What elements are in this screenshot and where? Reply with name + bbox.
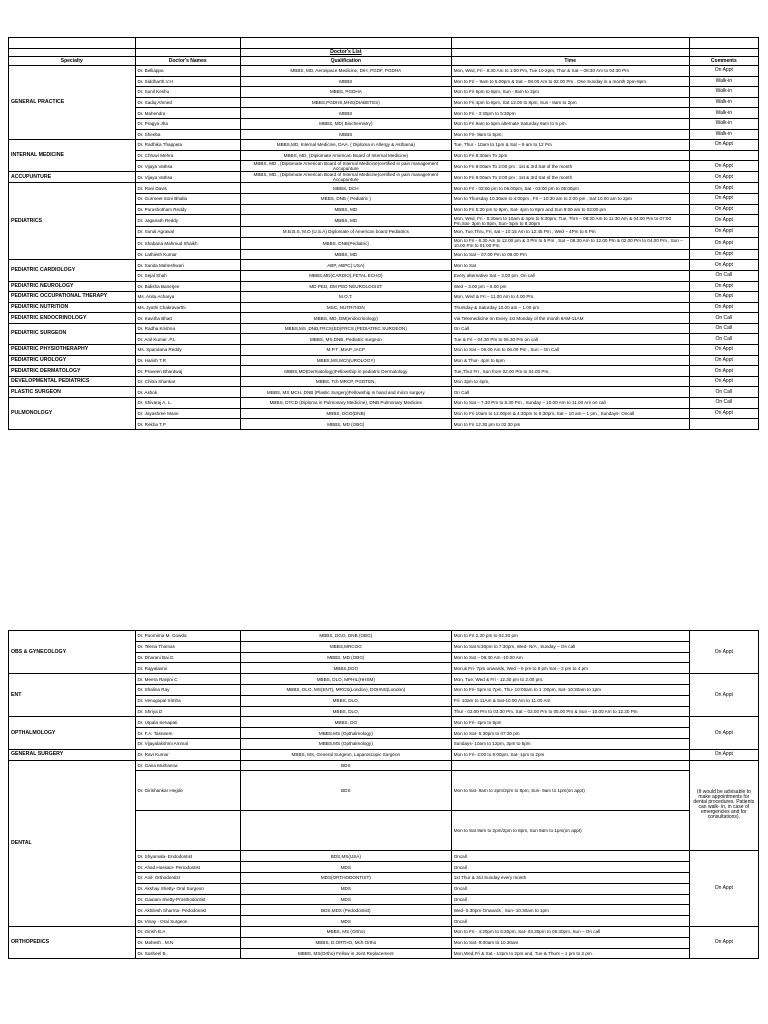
comments-cell: On Call bbox=[689, 313, 758, 324]
time-cell: On Call bbox=[451, 387, 689, 398]
table-row bbox=[9, 398, 759, 409]
comments-cell: On Appt bbox=[689, 292, 758, 303]
doctor-name: Dr. Utpala Senapati bbox=[135, 717, 240, 728]
specialty-cell: PEDIATRIC SURGEON bbox=[9, 323, 136, 344]
time-cell: Wed – 3.00 pm – 5.00 pm bbox=[451, 281, 689, 292]
time-cell: Mon, Tue,Thru, Fri, sat – 10:15 Am to 12:45 Pm , Wed – 4Pm to 6 Pm bbox=[451, 227, 689, 238]
time-cell: Mon to Fri- 4pm to 5pm bbox=[451, 717, 689, 728]
qualification-cell: MBBS, Tch MRCP, PGDTEN, bbox=[240, 376, 451, 387]
comments-cell: On Appt bbox=[689, 260, 758, 271]
comments-cell: On Appt bbox=[689, 302, 758, 313]
time-cell: Mon to Fri 6pm to 8pm, Sun - 9am to 2pm bbox=[451, 87, 689, 98]
doctor-name: Dr. Mahesh . M.N bbox=[135, 937, 240, 948]
time-cell: Mon to Fri - 3:30pm to 5:30pm bbox=[451, 108, 689, 119]
header-qualification: Qualification bbox=[240, 57, 451, 66]
doctor-name: Dr. Akhilesh Sharma- Pedodontist bbox=[135, 905, 240, 916]
qualification-cell: MBBS,MS (Opthalmology) bbox=[240, 738, 451, 749]
doctor-name: Dr. Girish B.A bbox=[135, 926, 240, 937]
doctor-name: Dr. Sheeba bbox=[135, 129, 240, 140]
doctor-name: Dr. Ravi Kumar bbox=[135, 749, 240, 760]
table-row bbox=[9, 387, 759, 398]
table-row bbox=[9, 366, 759, 377]
time-cell: Tue,Thur Fri , Sun from 02.00 Pm to 04.00 Pm, bbox=[451, 366, 689, 377]
comments-cell: Walk-in bbox=[689, 97, 758, 108]
specialty-cell: OPTHALMOLOGY bbox=[9, 717, 136, 749]
time-cell: Oncall bbox=[451, 916, 689, 927]
time-cell: Mon 2pm to 4pm, bbox=[451, 376, 689, 387]
qualification-cell: BDS,MS(USA) bbox=[240, 851, 451, 862]
specialty-cell: PEDIATRIC ENDOCRINOLOGY bbox=[9, 313, 136, 324]
qualification-cell: MBBS, DGO(DNB) bbox=[240, 408, 451, 419]
table-row bbox=[9, 926, 759, 937]
qualification-cell: MBBS, DCH bbox=[240, 183, 451, 194]
doctor-name bbox=[135, 811, 240, 851]
doctor-name: Dr. Vinay - Oral Surgeon bbox=[135, 916, 240, 927]
qualification-cell: MBBS, DLO, bbox=[240, 695, 451, 706]
table-row bbox=[9, 66, 759, 77]
doctor-name: Dr. Shabana Mahmud Shaikh bbox=[135, 237, 240, 249]
time-cell: Mon to Sat 9am to 2pm/2pm to 8pm, Sun 9am to 1pm(on appt) bbox=[451, 811, 689, 851]
comments-cell: On Appt bbox=[689, 355, 758, 366]
blank-cell bbox=[9, 38, 136, 49]
time-cell: Mon to Fri 2.30 pm to 04.30 pm bbox=[451, 631, 689, 642]
time-cell: Mon to Fri 10am to 12.00pm & 4:30pm to 5:30pm, Sat – 10 am – 1 pm , Sundays- Oncall bbox=[451, 408, 689, 419]
doctor-name: Dr. Gurmeet Soni Bhalla bbox=[135, 193, 240, 204]
qualification-cell: MBBS, DTCD (Diploma in Pulmonary Medicine), DNB Pulmonary Medicine bbox=[240, 398, 451, 409]
time-cell: Mon to Fri - 03:00 pm to 06.00pm, Sat - 03:00 pm to 05:00pm bbox=[451, 183, 689, 194]
qualification-cell: MBBS,MS,MCh(UROLOGY) bbox=[240, 355, 451, 366]
qualification-cell: MBBS bbox=[240, 108, 451, 119]
blank-cell bbox=[135, 49, 240, 57]
qualification-cell: MBBS, MD, DM(endocrinology) bbox=[240, 313, 451, 324]
comments-cell: On Appt bbox=[689, 345, 758, 356]
qualification-cell: MBBS, DGO, DNB (OBG) bbox=[240, 631, 451, 642]
table-row bbox=[9, 355, 759, 366]
doctor-name: Dr. Shyamala- Endodontist bbox=[135, 851, 240, 862]
blank-cell bbox=[135, 38, 240, 49]
qualification-cell: MBBS, MD (OBG) bbox=[240, 419, 451, 430]
dental-note: (It would be advisable to make appointments for dental procedures. Patients can walk- in, in case of emergencies and for consultations). bbox=[689, 760, 758, 851]
table-row bbox=[9, 292, 759, 303]
time-cell: Mon to Fri - 4:20pm to 5:30pm, Sat- 03.30pm to 05.30pm, Sun – On call bbox=[451, 926, 689, 937]
time-cell: Oncall bbox=[451, 883, 689, 894]
doctor-name: Dr. Mahendra bbox=[135, 108, 240, 119]
comments-cell: On Appt bbox=[689, 161, 758, 172]
qualification-cell: MBBS,MRCOG bbox=[240, 641, 451, 652]
specialty-cell: ORTHOPEDICS bbox=[9, 926, 136, 958]
blank-cell bbox=[451, 49, 689, 57]
header-names: Doctor's Names bbox=[135, 57, 240, 66]
comments-cell: On Appt bbox=[689, 851, 758, 927]
time-cell: Mon,Wed,Fri & Sat - 12pm to 2pm and, Tue & Thurs – 1 pm to 2 pm . bbox=[451, 948, 689, 959]
doctor-name: Dr. Ashok bbox=[135, 387, 240, 398]
qualification-cell: ABP, ABPC( USA) bbox=[240, 260, 451, 271]
time-cell: Mon to Sat- 9:00am to 10.30am bbox=[451, 937, 689, 948]
blank-cell bbox=[240, 38, 451, 49]
qualification-cell: MDS bbox=[240, 862, 451, 873]
qualification-cell: BDS,MDS (Pedodontist) bbox=[240, 905, 451, 916]
comments-cell: On Appt bbox=[689, 717, 758, 749]
time-cell bbox=[451, 760, 689, 771]
time-cell: Mon to Fri 8:00am To 2:00 pm : 1st & 3rd Sat of the month bbox=[451, 172, 689, 183]
time-cell: Tue, Thur - 10am to 1pm & Sat – 9 am to 12 Pm bbox=[451, 140, 689, 151]
qualification-cell: MBBS, MD (OBG) bbox=[240, 652, 451, 663]
specialty-cell: PLASTIC SURGEON bbox=[9, 387, 136, 398]
time-cell: Mon to Fri- 9am to 5pm; bbox=[451, 129, 689, 140]
qualification-cell: MBBS, MD., (Diplomate American Board of Internal Medicine)certified in pain management Accupunture bbox=[240, 161, 451, 172]
qualification-cell: MBBS,MD(CARDIO),FETAL ECHO) bbox=[240, 270, 451, 281]
specialty-cell: ACCUPUNTURE bbox=[9, 172, 136, 183]
doctor-name: Dr. Rajyalaxmi bbox=[135, 663, 240, 674]
time-cell: Wed- 5.30pm Onwards , Sun- 10.30am to 1pm bbox=[451, 905, 689, 916]
doctor-name: Dr. Lathiesh Kumar bbox=[135, 249, 240, 260]
time-cell: Mon, Wed, Fri - 8:30am to 10am & 4pm to 5:30pm, Tue, Thrs – 08:30 Am to 11:30 Am & 04:00 Pm to 07:00 Pm,Sat- 3pm to 8pm, Sun- 5pm to 8.30pm bbox=[451, 215, 689, 227]
doctor-name: Dr. Vijaya Vathsa bbox=[135, 161, 240, 172]
qualification-cell: MBBS,MS ,DNB,FRCS(ED)FRCS (PEDIATRIC SURGEON) bbox=[240, 323, 451, 334]
comments-cell: On Appt bbox=[689, 674, 758, 717]
specialty-cell: GENERAL SURGERY bbox=[9, 749, 136, 760]
time-cell: Mon to Fri – 9am to 5.00pm & Sat – 08.00 Am to 02.00 Pm . One Sunday in a month 2pm-8pm. bbox=[451, 76, 689, 87]
qualification-cell: MBBS,MD, Internal Medicine, DAA. ( Diploma in Allergy & Asthama) bbox=[240, 140, 451, 151]
document-title: Doctor's List bbox=[240, 49, 451, 57]
qualification-cell: MBBS, MD bbox=[240, 249, 451, 260]
qualification-cell: MBBS bbox=[240, 129, 451, 140]
doctor-name: Dr. Girishankar Hegde bbox=[135, 771, 240, 811]
doctor-name: Dr. Sadiq Ahmed bbox=[135, 97, 240, 108]
doctor-name: Dr. Sunil Keshu bbox=[135, 87, 240, 98]
table-row bbox=[9, 281, 759, 292]
doctor-name: Dr. Rani Davis bbox=[135, 183, 240, 194]
doctor-name: Dr. Dharani Bai.G bbox=[135, 652, 240, 663]
header-specialty: Specialty bbox=[9, 57, 136, 66]
specialty-cell: PEDIATRIC DERMATOLOGY bbox=[9, 366, 136, 377]
time-cell: Mon to Sat – 08.30 Am -10.00 Am bbox=[451, 652, 689, 663]
specialty-cell: INTERNAL MEDICINE bbox=[9, 140, 136, 172]
qualification-cell: MBBS, MS MCH.,DNB (Plastic Surgery)Fellowship in hand and micro surgery bbox=[240, 387, 451, 398]
qualification-cell: M.B.B.S, M.D (U.S.A) Diplomate of American board Pediatrics bbox=[240, 227, 451, 238]
doctor-name: Dr. F.A. Tasneem bbox=[135, 728, 240, 739]
time-cell: Mon, Wed, Fri - 8:30 Am to 1:00 Pm, Tue 10-2pm, Thur & Sat – 08:30 Am to 04:30 Pm bbox=[451, 66, 689, 77]
doctor-name: Ms. Jyothi Chakravarthi bbox=[135, 302, 240, 313]
doctor-name: Dr. Vijayalakshmi Ammal bbox=[135, 738, 240, 749]
table-row bbox=[9, 631, 759, 642]
comments-cell: Walk-in bbox=[689, 129, 758, 140]
time-cell: Mon to Sat bbox=[451, 260, 689, 271]
time-cell: Every alternative Sat – 3.00 pm. On call bbox=[451, 270, 689, 281]
table-row bbox=[9, 260, 759, 271]
doctor-name: Dr. Purushotham Reddy bbox=[135, 204, 240, 215]
qualification-cell: MDS bbox=[240, 894, 451, 905]
comments-cell: On Appt bbox=[689, 408, 758, 419]
doctors-table-2 bbox=[8, 630, 759, 959]
time-cell: Mon to Sat – 09.00 Am to 06.00 Pm , Sun – On Call bbox=[451, 345, 689, 356]
time-cell: Mon to Sat- 5:30pm to 07:30 pm bbox=[451, 728, 689, 739]
doctor-name: Dr. Gana Muthanna bbox=[135, 760, 240, 771]
qualification-cell: MBBS, MS(Ortho) Fellow in Joint Replacement bbox=[240, 948, 451, 959]
qualification-cell: MBBS, MD bbox=[240, 204, 451, 215]
doctor-name: Dr. Jaganath Reddy bbox=[135, 215, 240, 227]
time-cell: Sundays- 10am to 12pm, 3pm to 5pm bbox=[451, 738, 689, 749]
comments-cell: On Appt bbox=[689, 926, 758, 958]
time-cell: Mon to Fri 8:00am To 2:00 pm : 1st & 3rd Sat of the month bbox=[451, 161, 689, 172]
comments-cell: On Appt bbox=[689, 215, 758, 227]
comments-cell: On Appt bbox=[689, 376, 758, 387]
table-row bbox=[9, 717, 759, 728]
blank-cell bbox=[451, 38, 689, 49]
doctor-name: Dr. Gautam shetty-Prosthodontist bbox=[135, 894, 240, 905]
doctor-name: Dr. Siddharth.V.H bbox=[135, 76, 240, 87]
qualification-cell bbox=[240, 811, 451, 851]
doctor-name: Dr. Venugopal Simha bbox=[135, 695, 240, 706]
comments-cell: On Appt bbox=[689, 140, 758, 151]
header-time: Time bbox=[451, 57, 689, 66]
qualification-cell: MBBS, MS (Ortho) bbox=[240, 926, 451, 937]
qualification-cell: MBBS, D.ORTHO, Mch Ortho bbox=[240, 937, 451, 948]
qualification-cell: MBBS, MS, General Surgeon, Laparoscopic Surgeon bbox=[240, 749, 451, 760]
time-cell: Thur - 02.00 Pm to 03.30 Pm, Sat – 02.00 Pm to 05.00 Pm & Sun – 10.00 Am to 12.30 Pm bbox=[451, 706, 689, 717]
table-row bbox=[9, 345, 759, 356]
time-cell: Mon to Fri - 8.30 Am to 12.00 pm & 3 Pm to 5 Pm , Sat – 08.30 Am to 12.00 Pm & 02.00 Pm to 04.00 Pm , Sun – 10.00 Pm to 01.00 Pm bbox=[451, 237, 689, 249]
table-row bbox=[9, 674, 759, 685]
comments-cell bbox=[689, 150, 758, 161]
comments-cell: Walk-in bbox=[689, 118, 758, 129]
time-cell: Mon to Fri 4pm to 8pm, Sat 12.00 to 8pm, Sun - 8am to 2pm bbox=[451, 97, 689, 108]
qualification-cell: MDS bbox=[240, 883, 451, 894]
time-cell: Tue & Fri – 04.30 Pm to 05.30 Pm on call bbox=[451, 334, 689, 345]
blank-cell bbox=[689, 38, 758, 49]
qualification-cell: MBBS, DLO, MPHIL(HHSM) bbox=[240, 674, 451, 685]
doctor-name: Dr. Poornima M. Gowda bbox=[135, 631, 240, 642]
specialty-cell: PULMONOLOGY bbox=[9, 398, 136, 430]
doctor-name: Dr. Shivaraj A. L. bbox=[135, 398, 240, 409]
comments-cell: Walk-in bbox=[689, 87, 758, 98]
specialty-cell: OBS & GYNECOLOGY bbox=[9, 631, 136, 674]
table-row bbox=[9, 749, 759, 760]
specialty-cell: PEDIATRIC UROLOGY bbox=[9, 355, 136, 366]
qualification-cell: MBBS,PGDHS,MHS(DIABETES) bbox=[240, 97, 451, 108]
qualification-cell: MDS bbox=[240, 916, 451, 927]
doctor-name: Dr. Rekha T.P bbox=[135, 419, 240, 430]
comments-cell: On Appt bbox=[689, 631, 758, 674]
comments-cell: On Call bbox=[689, 270, 758, 281]
qualification-cell: MBBS, MD, (Diplomate American Board of Internal Medicine) bbox=[240, 150, 451, 161]
comments-cell: On Appt bbox=[689, 193, 758, 204]
blank-cell bbox=[689, 49, 758, 57]
qualification-cell: MBBS,MD(Dermatology)Fellowship in pediatric Dermatology bbox=[240, 366, 451, 377]
time-cell: Oncall bbox=[451, 894, 689, 905]
time-cell: Mon to Sat- 9am to 2pm/2pm to 8pm, Sun- 9am to 1pm(on appt) bbox=[451, 771, 689, 811]
qualification-cell: M.P.T ,MIAP ,IACP bbox=[240, 345, 451, 356]
specialty-cell: PEDIATRICS bbox=[9, 183, 136, 260]
doctor-name: Dr. Bidisha Banerjee bbox=[135, 281, 240, 292]
time-cell: Mon to Sat 5:30pm to 7:30pm, Wed- N/A , Sunday – On call bbox=[451, 641, 689, 652]
time-cell: Mon to Fri- 5pm to 7pm, Thu- 10:00am to 1 :00pm, Sat- 10:30am to 1pm bbox=[451, 684, 689, 695]
doctor-name: Dr. Belliappa bbox=[135, 66, 240, 77]
table-row bbox=[9, 183, 759, 194]
doctor-name: Dr. Susheel B. bbox=[135, 948, 240, 959]
doctor-name: Dr. Pragya Jha bbox=[135, 118, 240, 129]
doctor-name: Dr. Anil- Orthodontist bbox=[135, 872, 240, 883]
specialty-cell: PEDIATRIC OCCUPATIONAL THERAPY bbox=[9, 292, 136, 303]
comments-cell: On Appt bbox=[689, 172, 758, 183]
time-cell: Fri- 10am to 11Am & Sat-10.00 Am to 11.00 Am bbox=[451, 695, 689, 706]
qualification-cell: MBBS,MS (Opthalmology) bbox=[240, 728, 451, 739]
doctor-name: Dr. Meera Ranjini C bbox=[135, 674, 240, 685]
qualification-cell: MBBS, DO bbox=[240, 717, 451, 728]
time-cell: Mon to Fri- 4:00 to 5:00pm, Sat- 1pm to 2pm bbox=[451, 749, 689, 760]
time-cell: Oncall bbox=[451, 862, 689, 873]
comments-cell: On Appt bbox=[689, 204, 758, 215]
qualification-cell: MBBS, MD, Aerospace Medicine, DIH, PGDF, PGDHA bbox=[240, 66, 451, 77]
doctor-name: Ms. Spandana Reddy bbox=[135, 345, 240, 356]
specialty-cell: PEDIATRIC NEUROLOGY bbox=[9, 281, 136, 292]
comments-cell bbox=[689, 419, 758, 430]
blank-cell bbox=[9, 49, 136, 57]
doctor-name: Dr. Sonal Agrawal bbox=[135, 227, 240, 238]
comments-cell: On Call bbox=[689, 398, 758, 409]
doctor-name: Dr. Sejal Shah bbox=[135, 270, 240, 281]
comments-cell: On Appt bbox=[689, 249, 758, 260]
qualification-cell: MBBS, DLO, bbox=[240, 706, 451, 717]
doctor-name: Dr. Harish T.R bbox=[135, 355, 240, 366]
time-cell: Mon & Thur- 4pm to 6pm bbox=[451, 355, 689, 366]
time-cell: Mon to Sat – 7.30 Pm to 8.30 Pm , Sunday – 10.00 Am to 11.00 Am on call bbox=[451, 398, 689, 409]
table-row bbox=[9, 376, 759, 387]
table-row bbox=[9, 313, 759, 324]
doctor-name: Dr. Vijaya Vathsa bbox=[135, 172, 240, 183]
doctors-table-1 bbox=[8, 37, 759, 430]
doctor-name: Ms. Anita Acharya bbox=[135, 292, 240, 303]
doctor-name: Dr. Shriya D bbox=[135, 706, 240, 717]
comments-cell: Walk-in bbox=[689, 108, 758, 119]
time-cell: Via Telemedicine on Every 1st Monday of the month 9AM-11AM bbox=[451, 313, 689, 324]
comments-cell: Walk-in bbox=[689, 76, 758, 87]
doctor-name: Dr. Sunita Maheshwari bbox=[135, 260, 240, 271]
qualification-cell: MBBS bbox=[240, 76, 451, 87]
time-cell: Mon to Fri 8:30am To 2pm bbox=[451, 150, 689, 161]
time-cell: Mon to Fri 5:30 pm to 9pm, Sat- 4pm to 8pm and Sun 9:00 am to 02:00 pm bbox=[451, 204, 689, 215]
comments-cell: On Call bbox=[689, 323, 758, 334]
header-comments: Comments bbox=[689, 57, 758, 66]
specialty-cell: PEDIATRIC NUTRITION bbox=[9, 302, 136, 313]
qualification-cell: MBBS, PGDHA bbox=[240, 87, 451, 98]
table-row bbox=[9, 302, 759, 313]
qualification-cell: MSC, NUTRITION bbox=[240, 302, 451, 313]
qualification-cell: MBBS, MD( Biochemistry) bbox=[240, 118, 451, 129]
specialty-cell: PEDIATRIC PHYSIOTHERAPHY bbox=[9, 345, 136, 356]
doctor-name: Dr. Kavitha Bhatt bbox=[135, 313, 240, 324]
qualification-cell: MBBS, MS,DNB, Pediatric surgeon bbox=[240, 334, 451, 345]
doctor-name: Dr. Teena Thomas bbox=[135, 641, 240, 652]
time-cell: Mon, Wed & Fri – 11.00 Am to 4.00 Pm. bbox=[451, 292, 689, 303]
doctor-name: Dr. Shalina Ray bbox=[135, 684, 240, 695]
specialty-cell: ENT bbox=[9, 674, 136, 717]
time-cell: Mon to Thursday 10.30am to 4:00pm , Fri – 10:30 am to 2:00 pm , Sat 10.00 am to 2pm bbox=[451, 193, 689, 204]
comments-cell: On Call bbox=[689, 334, 758, 345]
time-cell: Oncall bbox=[451, 851, 689, 862]
qualification-cell: MDS(ORTHODONTIST) bbox=[240, 872, 451, 883]
doctor-name: Dr. Chitra Shankar bbox=[135, 376, 240, 387]
qualification-cell: MBBS, DNB ( Pediatric ) bbox=[240, 193, 451, 204]
comments-cell: On Appt bbox=[689, 749, 758, 760]
table-row bbox=[9, 323, 759, 334]
table-row bbox=[9, 140, 759, 151]
qualification-cell: BDS bbox=[240, 760, 451, 771]
comments-cell: On Appt bbox=[689, 281, 758, 292]
qualification-cell: MBBS, DLO, MS(ENT), MRCS(London), DOHNS(London) bbox=[240, 684, 451, 695]
qualification-cell: MBBS, DNB(Pediatric) bbox=[240, 237, 451, 249]
qualification-cell: BDS bbox=[240, 771, 451, 811]
comments-cell: On Appt bbox=[689, 227, 758, 238]
time-cell: Mon to Fri 9am to 5pm.alternate Saturday 9am to 5 pm. bbox=[451, 118, 689, 129]
specialty-cell: DEVELOPMENTAL PEDIATRICS bbox=[9, 376, 136, 387]
time-cell: Mon to Fri 12.30 pm to 02.30 pm bbox=[451, 419, 689, 430]
doctor-name: Dr. Radhika Thappeta bbox=[135, 140, 240, 151]
time-cell: On Call bbox=[451, 323, 689, 334]
doctor-name: Dr. Ahad Hussain- Periodontist bbox=[135, 862, 240, 873]
qualification-cell: MBBS,DGO bbox=[240, 663, 451, 674]
comments-cell: On Appt bbox=[689, 66, 758, 77]
comments-cell: On Appt bbox=[689, 366, 758, 377]
specialty-cell: PEDIATRIC CARDIOLOGY bbox=[9, 260, 136, 281]
comments-cell: On Call bbox=[689, 387, 758, 398]
qualification-cell: MBBS, MD bbox=[240, 215, 451, 227]
specialty-cell: GENERAL PRACTICE bbox=[9, 66, 136, 140]
doctor-name: Dr. Jayashree Mane bbox=[135, 408, 240, 419]
qualification-cell: MD PED, DM PED NEUROLOGIST bbox=[240, 281, 451, 292]
specialty-cell: DENTAL bbox=[9, 760, 136, 926]
qualification-cell: MBBS, MD., (Diplomate American Board of Internal Medicine)certified in pain management Accupunture bbox=[240, 172, 451, 183]
table-row bbox=[9, 172, 759, 183]
doctor-name: Dr. Radha Krishna bbox=[135, 323, 240, 334]
time-cell: Mon to Sat – 07.00 Pm to 09.00 Pm bbox=[451, 249, 689, 260]
comments-cell: On Appt bbox=[689, 183, 758, 194]
time-cell: 1st Thur & 3rd Sunday every month bbox=[451, 872, 689, 883]
qualification-cell: M.O.T. bbox=[240, 292, 451, 303]
time-cell: Mon,& Fri- 7pm onwards, Wed – 6 pm to 8 pm Sat – 2 pm to 4 pm bbox=[451, 663, 689, 674]
time-cell: Thursday & Saturday 10.00 am – 1.00 pm bbox=[451, 302, 689, 313]
table-row bbox=[9, 760, 759, 771]
time-cell: Mon, Tue, Wed & Fri - 12.30 pm to 2.00 pm, bbox=[451, 674, 689, 685]
doctor-name: Dr. Anil Kumar .P.L bbox=[135, 334, 240, 345]
doctor-name: Dr. Chhavi Mehra bbox=[135, 150, 240, 161]
comments-cell: On Appt bbox=[689, 237, 758, 249]
doctor-name: Dr. Praveen Bhardwaj bbox=[135, 366, 240, 377]
doctor-name: Dr. Akshay Shetty- Oral Surgeon bbox=[135, 883, 240, 894]
